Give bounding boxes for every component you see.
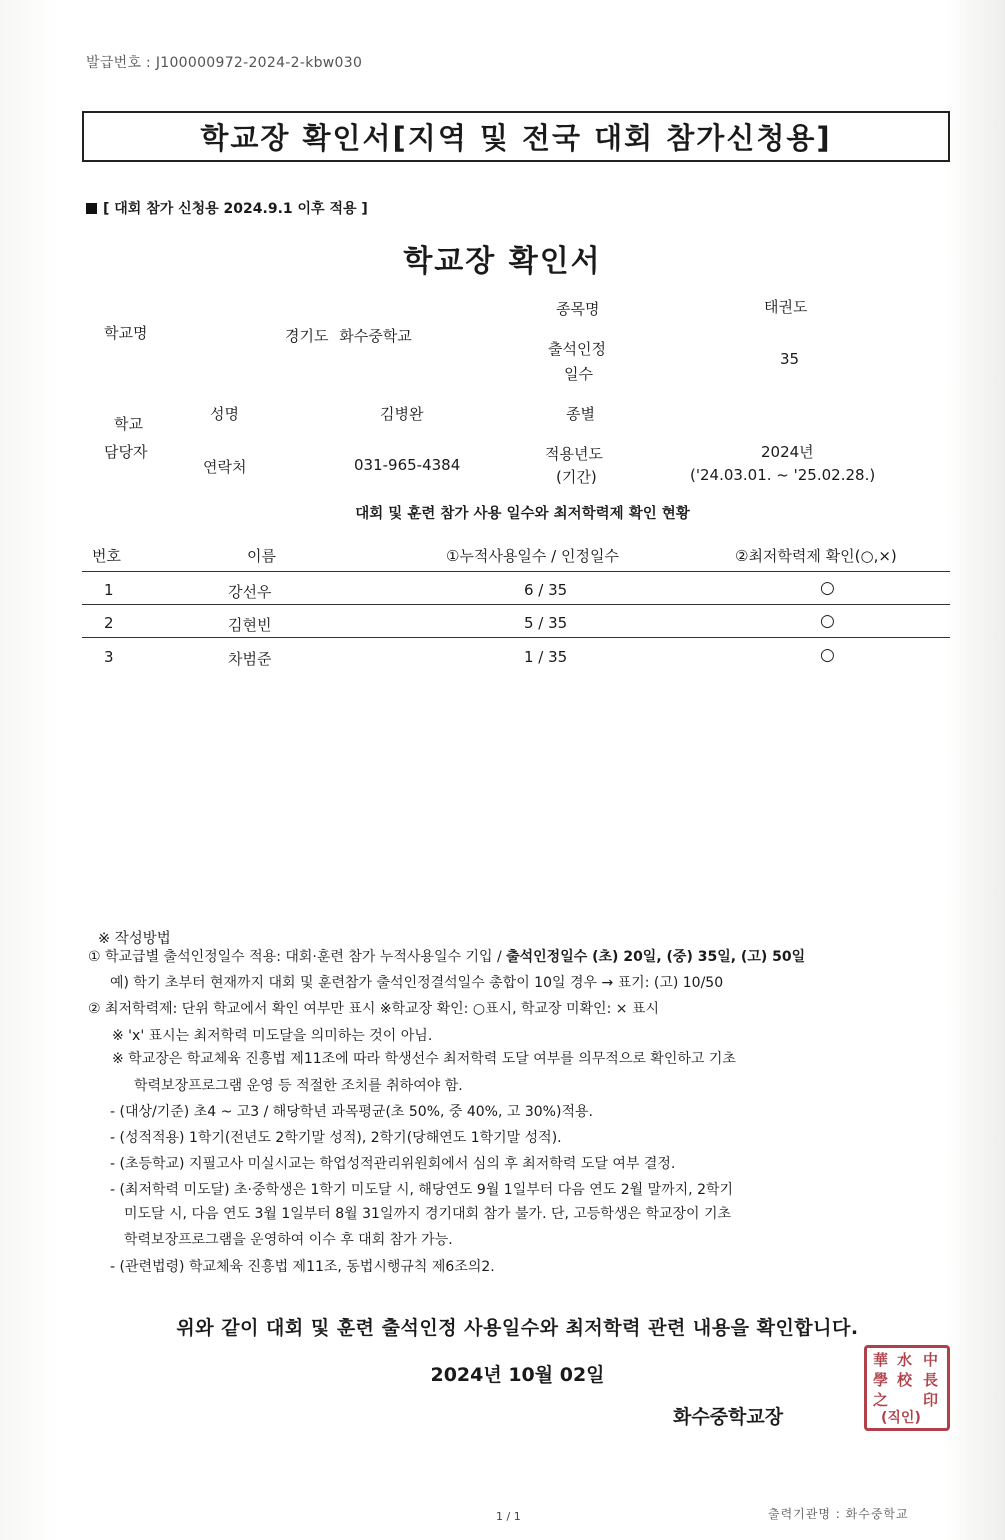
note-7: - (초등학교) 지필고사 미실시교는 학업성적관리위원회에서 심의 후 최저학력 도달 여부 결정.	[110, 1156, 676, 1172]
note-6: - (성적적용) 1학기(전년도 2학기말 성적), 2학기(당해연도 1학기말 성적).	[110, 1130, 562, 1146]
note-1-emphasis: 출석인정일수 (초) 20일, (중) 35일, (고) 50일	[506, 949, 806, 965]
note-9: - (관련법령) 학교체육 진흥법 제11조, 동법시행규칙 제6조의2.	[110, 1259, 495, 1275]
year-label-line2: (기간)	[556, 468, 597, 486]
year-label-line1: 적용년도	[545, 445, 603, 463]
row-days: 6 / 35	[524, 581, 568, 599]
col-header-days: ①누적사용일수 / 인정일수	[446, 547, 619, 565]
attendance-value: 35	[780, 350, 800, 368]
row-divider	[82, 637, 950, 638]
attendance-label-line1: 출석인정	[548, 340, 606, 358]
row-name: 김현빈	[228, 616, 272, 634]
page-number: 1 / 1	[496, 1510, 521, 1523]
note-8-cont: 미도달 시, 다음 연도 3월 1일부터 8월 31일까지 경기대회 참가 불가. 단, 고등학생은 학교장이 기초	[124, 1206, 732, 1222]
seal-text: (직인)	[881, 1410, 921, 1426]
note-4: ※ 학교장은 학교체육 진흥법 제11조에 따라 학생선수 최저학력 도달 여부를 의무적으로 확인하고 기초	[112, 1051, 736, 1067]
attendance-label-line2: 일수	[564, 365, 593, 383]
sport-value: 태권도	[764, 298, 808, 316]
school-label: 학교명	[104, 324, 148, 342]
row-no: 3	[104, 648, 114, 666]
row-days: 1 / 35	[524, 648, 568, 666]
subtitle: 학교장 확인서	[403, 244, 602, 279]
contact-label: 연락처	[203, 458, 247, 476]
note-8: - (최저학력 미도달) 초·중학생은 1학기 미도달 시, 해당연도 9월 1일부터 다음 연도 2월 말까지, 2학기	[110, 1182, 734, 1198]
manager-label-line2: 담당자	[104, 443, 148, 461]
note-1-text: ① 학교급별 출석인정일수 적용: 대회·훈련 참가 누적사용일수 기입 /	[88, 949, 507, 965]
issue-date: 2024년 10월 02일	[430, 1364, 605, 1386]
notice-line	[86, 198, 368, 218]
row-name: 차범준	[228, 650, 272, 668]
note-8-cont2: 학력보장프로그램을 운영하여 이수 후 대회 참가 가능.	[124, 1232, 453, 1248]
row-days: 5 / 35	[524, 614, 568, 632]
notice-text: [ 대회 참가 신청용 2024.9.1 이후 적용 ]	[103, 201, 368, 217]
official-seal-icon: 華 水 中 學 校 長 之 印 (직인)	[864, 1345, 950, 1431]
main-title-box	[82, 111, 950, 162]
row-divider	[82, 604, 950, 605]
section-title: 대회 및 훈련 참가 사용 일수와 최저학력제 확인 현황	[355, 506, 690, 522]
year-value-line1: 2024년	[761, 443, 814, 461]
row-name: 강선우	[228, 583, 272, 601]
note-3: ※ 'x' 표시는 최저학력 미도달을 의미하는 것이 아님.	[112, 1028, 433, 1044]
school-value: 경기도 화수중학교	[285, 327, 412, 345]
col-header-name: 이름	[247, 547, 276, 565]
note-2: ② 최저학력제: 단위 학교에서 확인 여부만 표시 ※학교장 확인: ○표시, 학교장 미확인: × 표시	[88, 1001, 659, 1017]
footer-institution: 출력기관명 : 화수중학교	[768, 1507, 909, 1521]
row-no: 2	[104, 614, 114, 632]
col-header-check: ②최저학력제 확인(○,×)	[735, 547, 897, 565]
row-check: ○	[820, 578, 835, 598]
notes-heading: ※ 작성방법	[98, 931, 171, 947]
table-header-rule	[82, 571, 950, 572]
note-5: - (대상/기준) 초4 ~ 고3 / 해당학년 과목평균(초 50%, 중 40%, 고 30%)적용.	[110, 1104, 593, 1120]
note-4-cont: 학력보장프로그램 운영 등 적절한 조치를 취하여야 함.	[134, 1078, 463, 1094]
note-1	[88, 946, 805, 966]
row-check: ○	[820, 611, 835, 631]
sport-label: 종목명	[556, 300, 600, 318]
name-label: 성명	[210, 405, 239, 423]
col-header-no: 번호	[92, 547, 121, 565]
main-title: 학교장 확인서[지역 및 전국 대회 참가신청용]	[200, 121, 832, 155]
row-no: 1	[104, 581, 114, 599]
square-bullet-icon	[86, 203, 97, 214]
contact-value: 031-965-4384	[354, 456, 461, 474]
closing-statement: 위와 같이 대회 및 훈련 출석인정 사용일수와 최저학력 관련 내용을 확인합니다.	[176, 1317, 859, 1339]
type-label: 종별	[566, 405, 595, 423]
principal-signature: 화수중학교장	[673, 1406, 784, 1428]
note-1-example: 예) 학기 초부터 현재까지 대회 및 훈련참가 출석인정결석일수 총합이 10일 경우 → 표기: (고) 10/50	[110, 975, 724, 991]
issue-number: 발급번호 : J100000972-2024-2-kbw030	[86, 55, 363, 71]
manager-label-line1: 학교	[114, 415, 143, 433]
row-check: ○	[820, 645, 835, 665]
year-value-line2: ('24.03.01. ~ '25.02.28.)	[690, 466, 876, 484]
name-value: 김병완	[380, 405, 424, 423]
